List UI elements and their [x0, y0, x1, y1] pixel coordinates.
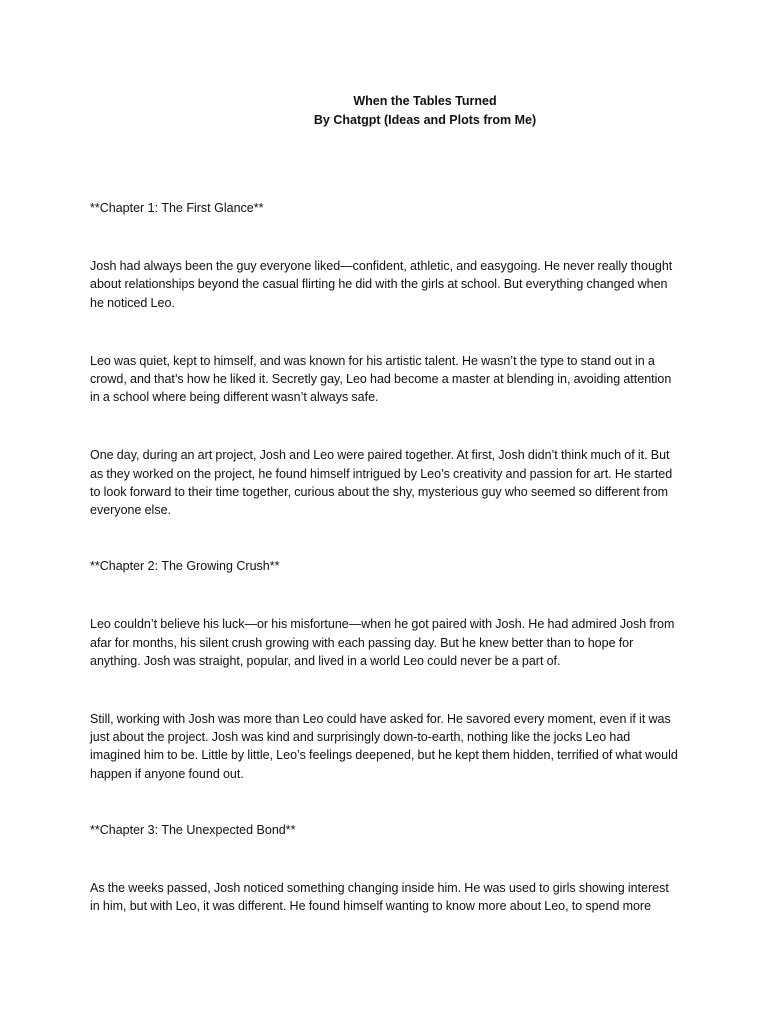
document-byline: By Chatgpt (Ideas and Plots from Me) [313, 113, 537, 127]
paragraph: One day, during an art project, Josh and Leo were paired together. At first, Josh didn’t think much of it. But as they worked on the project, he found himself intrigued by Leo’s creativity and passion for art. He started to look forward to their time together, curious about the shy, mysterious guy who seemed so different from everyone else. [90, 448, 673, 518]
document-body [90, 199, 680, 915]
chapter-heading: **Chapter 2: The Growing Crush** [90, 559, 280, 574]
document-title: When the Tables Turned [353, 94, 497, 108]
title-block [0, 92, 768, 130]
paragraph: Leo couldn’t believe his luck—or his misfortune—when he got paired with Josh. He had admired Josh from afar for months, his silent crush growing with each passing day. But he knew better than to hope for anything. Josh was straight, popular, and lived in a world Leo could never be a part of. [90, 617, 675, 668]
paragraph: Leo was quiet, kept to himself, and was known for his artistic talent. He wasn’t the type to stand out in a crowd, and that’s how he liked it. Secretly gay, Leo had become a master at blending in, avoiding attention in a school where being different wasn’t always safe. [90, 353, 672, 405]
chapter-heading: **Chapter 1: The First Glance** [90, 201, 264, 215]
paragraph: As the weeks passed, Josh noticed something changing inside him. He was used to girls showing interest in him, but with Leo, it was different. He found himself wanting to know more about Leo, to spend more [90, 881, 669, 914]
chapter-heading: **Chapter 3: The Unexpected Bond** [90, 822, 296, 837]
paragraph: Josh had always been the guy everyone liked—confident, athletic, and easygoing. He never really thought about relationships beyond the casual flirting he did with the girls at school. But everything changed when he noticed Leo. [90, 259, 673, 310]
paragraph: Still, working with Josh was more than Leo could have asked for. He savored every moment, even if it was just about the project. Josh was kind and surprisingly down-to-earth, nothing like the jocks Leo had imagined him to be. Little by little, Leo’s feelings deepened, but he kept them hidden, terrified of what would happen if anyone found out. [90, 712, 678, 781]
